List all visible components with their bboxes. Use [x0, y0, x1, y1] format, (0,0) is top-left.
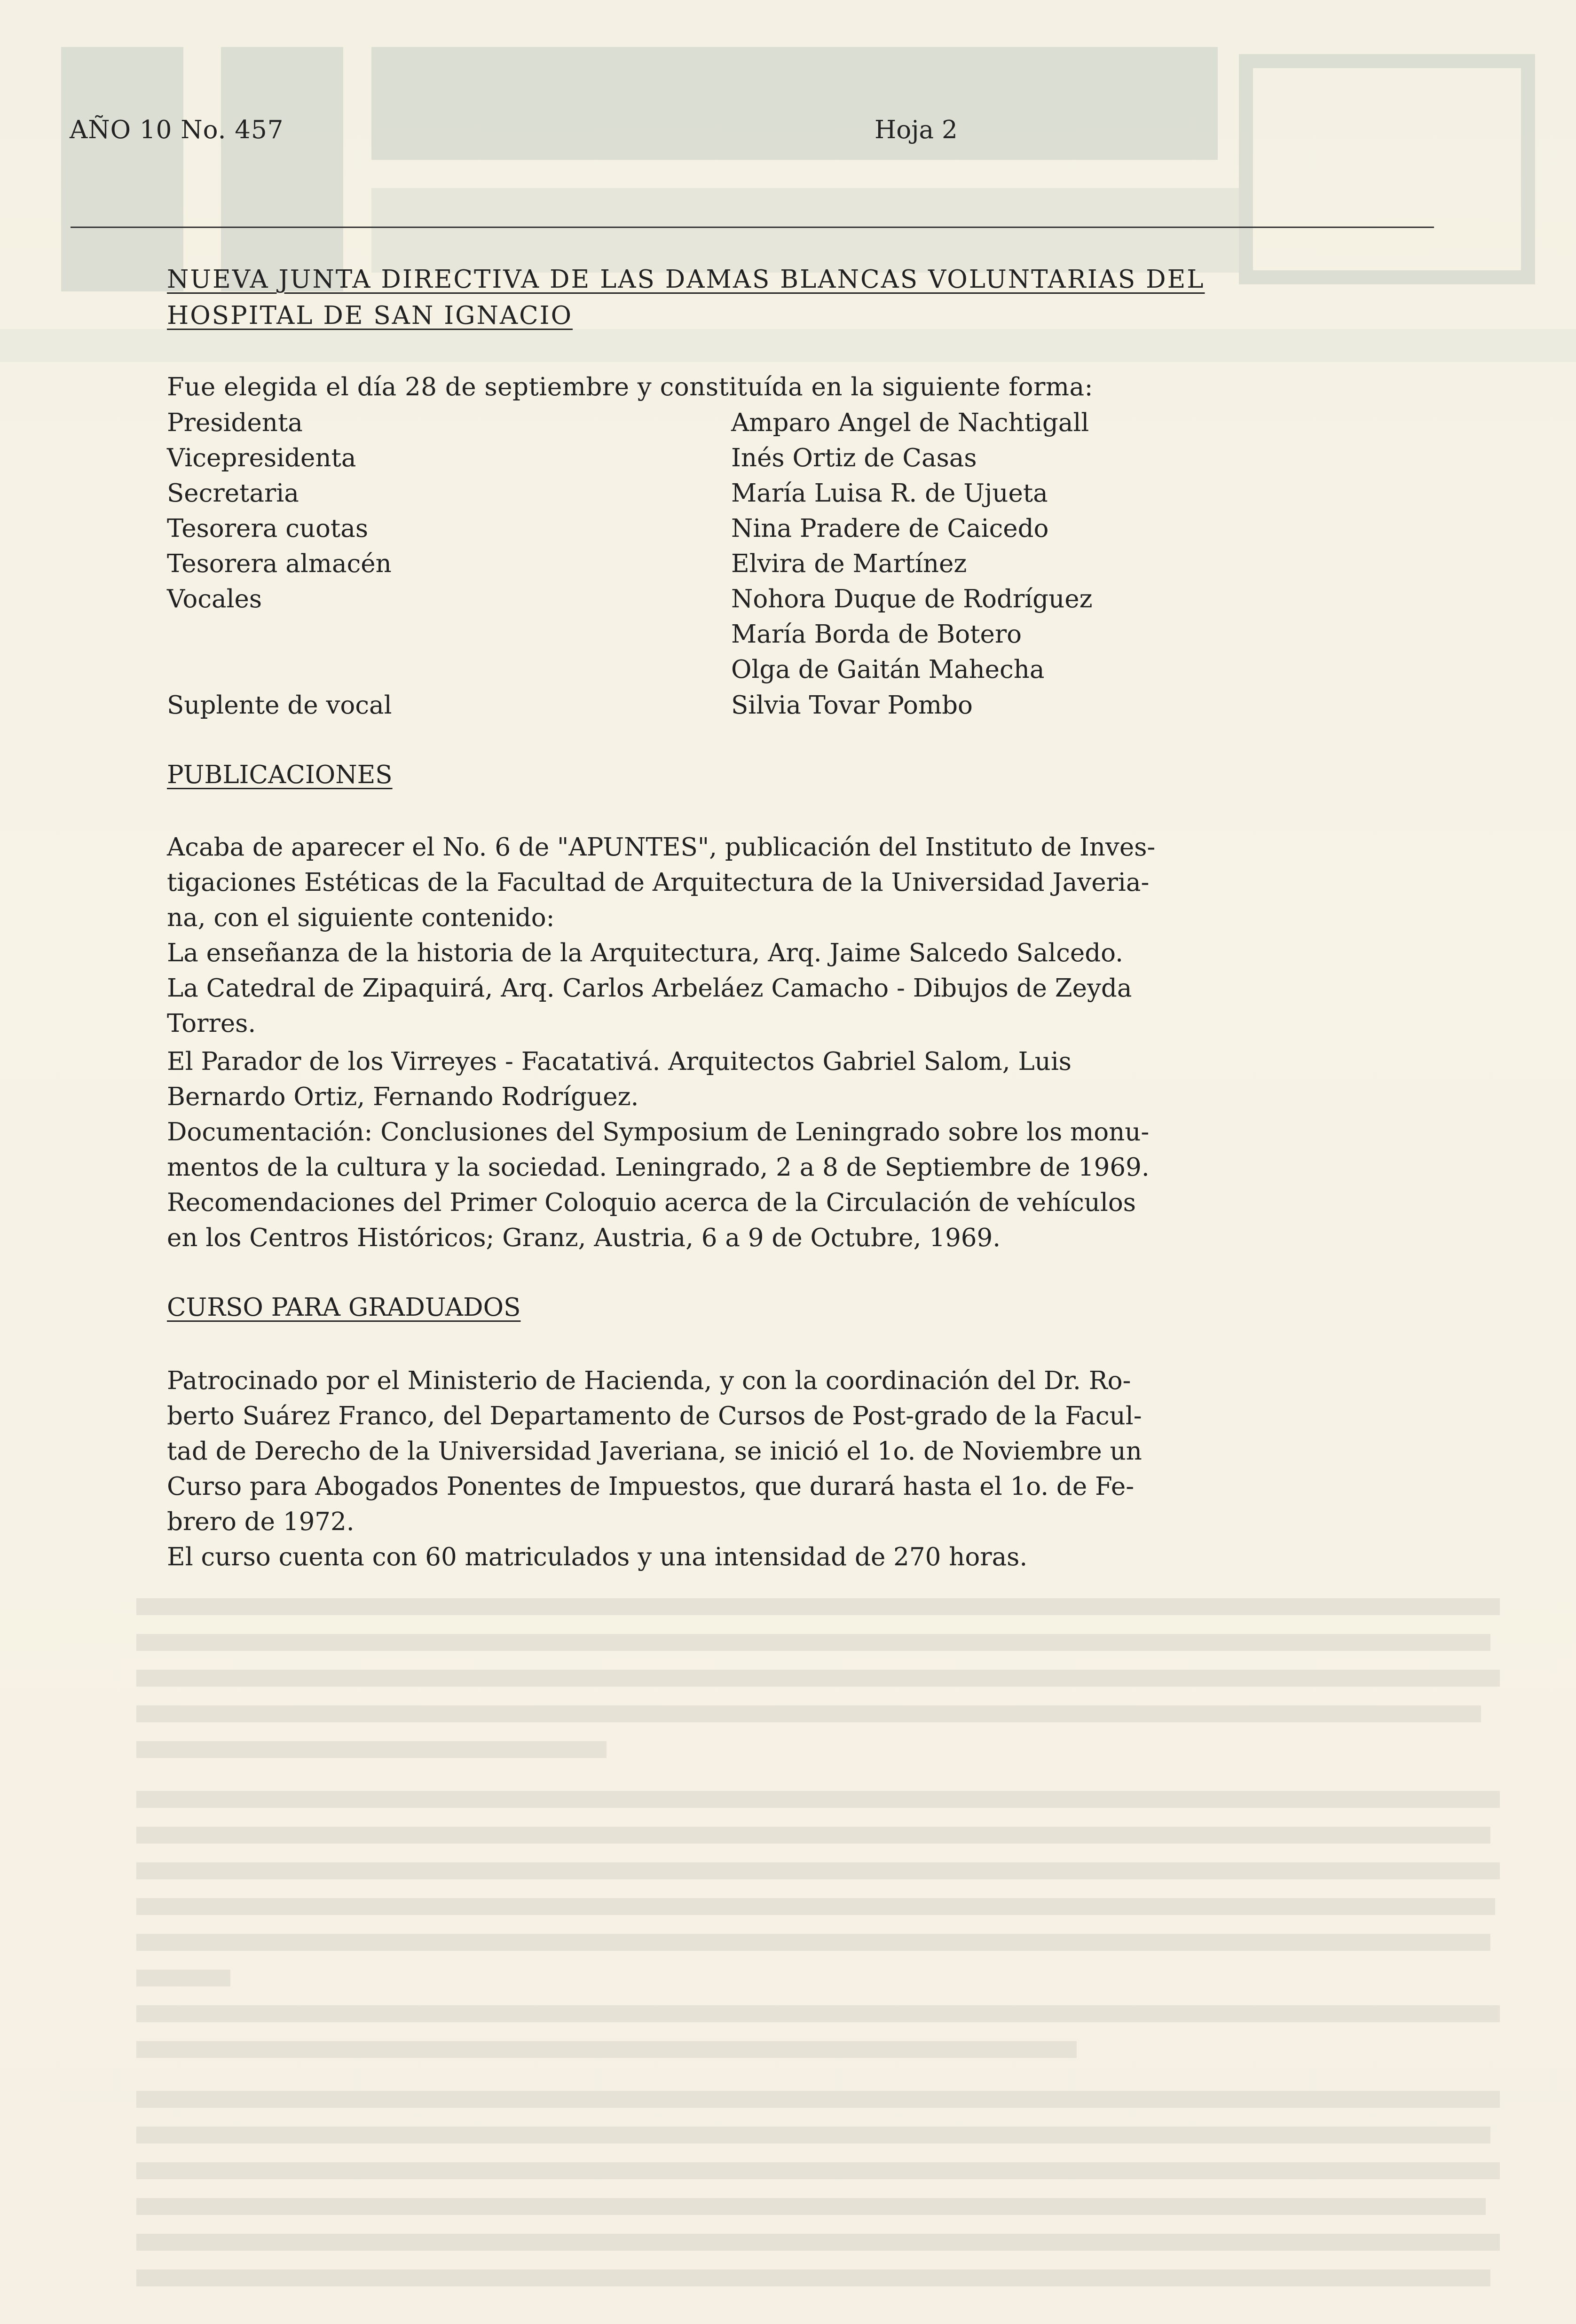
- ghost-line: [136, 1705, 1481, 1722]
- ghost-line: [136, 1827, 1490, 1844]
- ghost-line: [136, 1670, 1500, 1687]
- text-line: Bernardo Ortiz, Fernando Rodríguez.: [167, 1083, 639, 1111]
- ghost-line: [136, 1862, 1500, 1879]
- role-label: Secretaria: [167, 479, 299, 508]
- role-label: Presidenta: [167, 408, 303, 437]
- text-line: Acaba de aparecer el No. 6 de "APUNTES", publicación del Instituto de Inves-: [167, 833, 1156, 862]
- text-line: berto Suárez Franco, del Departamento de Cursos de Post-grado de la Facul-: [167, 1402, 1142, 1430]
- curso-heading: CURSO PARA GRADUADOS: [167, 1293, 521, 1322]
- header-rule: [71, 227, 1434, 228]
- text-line: El curso cuenta con 60 matriculados y una intensidad de 270 horas.: [167, 1543, 1028, 1571]
- text-line: Recomendaciones del Primer Coloquio acerca de la Circulación de vehículos: [167, 1188, 1136, 1217]
- ghost-shape: [221, 47, 343, 291]
- ghost-line: [136, 1791, 1500, 1808]
- text-line: brero de 1972.: [167, 1507, 355, 1536]
- role-label: Vicepresidenta: [167, 444, 356, 472]
- bleed-through-text: [136, 1598, 1509, 2303]
- ghost-line: [136, 2005, 1500, 2022]
- ghost-line: [136, 1898, 1495, 1915]
- ghost-line: [136, 2198, 1486, 2215]
- sheet-label: Hoja 2: [875, 116, 958, 144]
- ghost-line: [136, 1970, 230, 1986]
- text-line: Patrocinado por el Ministerio de Hacienda, y con la coordinación del Dr. Ro-: [167, 1366, 1131, 1395]
- junta-title-line2: HOSPITAL DE SAN IGNACIO: [167, 301, 573, 330]
- text-line: El Parador de los Virreyes - Facatativá. Arquitectos Gabriel Salom, Luis: [167, 1047, 1072, 1076]
- ghost-line: [136, 2269, 1490, 2286]
- role-name: Amparo Angel de Nachtigall: [731, 408, 1089, 437]
- role-name: María Borda de Botero: [731, 620, 1022, 649]
- text-line: La enseñanza de la historia de la Arquitectura, Arq. Jaime Salcedo Salcedo.: [167, 939, 1124, 967]
- text-line: Documentación: Conclusiones del Symposium de Leningrado sobre los monu-: [167, 1118, 1150, 1146]
- text-line: tad de Derecho de la Universidad Javeriana, se inició el 1o. de Noviembre un: [167, 1437, 1142, 1466]
- text-line: Curso para Abogados Ponentes de Impuestos, que durará hasta el 1o. de Fe-: [167, 1472, 1135, 1501]
- role-label: Vocales: [167, 585, 262, 613]
- role-label: Tesorera cuotas: [167, 514, 369, 543]
- text-line: mentos de la cultura y la sociedad. Leningrado, 2 a 8 de Septiembre de 1969.: [167, 1153, 1150, 1182]
- text-line: Torres.: [167, 1009, 256, 1038]
- role-name: Elvira de Martínez: [731, 550, 967, 578]
- role-name: María Luisa R. de Ujueta: [731, 479, 1048, 508]
- ghost-shape: [371, 47, 795, 160]
- issue-label: AÑO 10 No. 457: [70, 116, 284, 144]
- ghost-line: [136, 2162, 1500, 2179]
- role-name: Nina Pradere de Caicedo: [731, 514, 1049, 543]
- role-name: Nohora Duque de Rodríguez: [731, 585, 1093, 613]
- text-line: en los Centros Históricos; Granz, Austria, 6 a 9 de Octubre, 1969.: [167, 1224, 1001, 1252]
- text-line: tigaciones Estéticas de la Facultad de Arquitectura de la Universidad Javeria-: [167, 868, 1150, 897]
- junta-intro: Fue elegida el día 28 de septiembre y constituída en la siguiente forma:: [167, 373, 1094, 401]
- ghost-shape: [61, 47, 183, 291]
- ghost-line: [136, 2234, 1500, 2251]
- role-label: Tesorera almacén: [167, 550, 392, 578]
- ghost-line: [136, 2041, 1077, 2058]
- role-label: Suplente de vocal: [167, 691, 392, 720]
- ghost-line: [136, 1598, 1500, 1615]
- text-line: La Catedral de Zipaquirá, Arq. Carlos Arbeláez Camacho - Dibujos de Zeyda: [167, 974, 1132, 1003]
- role-name: Inés Ortiz de Casas: [731, 444, 977, 472]
- junta-title-line1: NUEVA JUNTA DIRECTIVA DE LAS DAMAS BLANCAS VOLUNTARIAS DEL: [167, 265, 1205, 294]
- role-name: Silvia Tovar Pombo: [731, 691, 973, 720]
- ghost-shape: [795, 47, 1218, 160]
- ghost-line: [136, 2127, 1490, 2143]
- ghost-line: [136, 1741, 607, 1758]
- role-name: Olga de Gaitán Mahecha: [731, 655, 1045, 684]
- ghost-line: [136, 1634, 1490, 1651]
- bleed-through-band: [0, 329, 1576, 362]
- ghost-line: [136, 2091, 1500, 2108]
- ghost-shape: [1246, 61, 1528, 277]
- text-line: na, con el siguiente contenido:: [167, 903, 555, 932]
- publicaciones-heading: PUBLICACIONES: [167, 761, 393, 789]
- ghost-shape: [371, 188, 1241, 273]
- ghost-line: [136, 1934, 1490, 1951]
- bleed-through-masthead: [42, 19, 1537, 301]
